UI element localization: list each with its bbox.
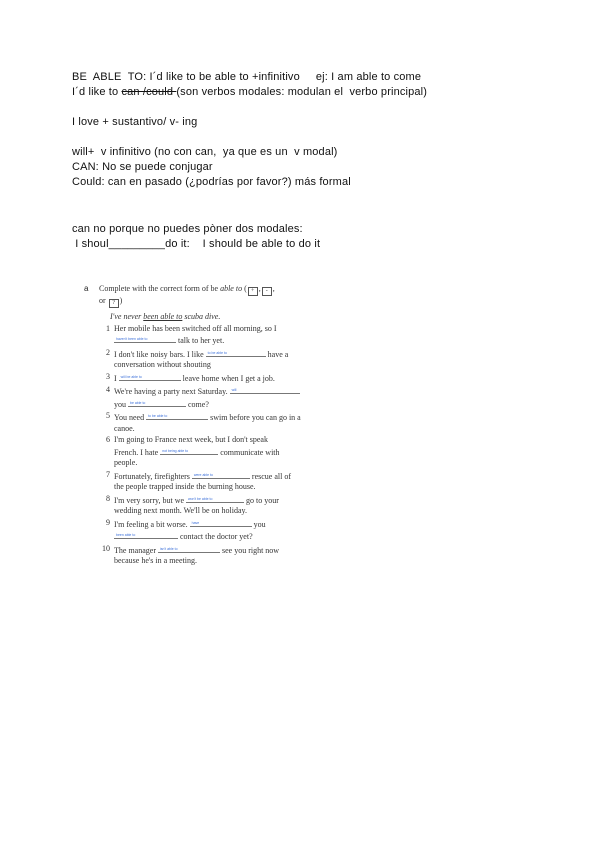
exercise-item-3 bbox=[84, 372, 324, 385]
exercise-item-8 bbox=[84, 494, 324, 517]
item-number: 5 bbox=[106, 411, 110, 420]
note-line-8: I shoul_________do it: I should be able to do it bbox=[72, 238, 321, 250]
item-text: you bbox=[114, 399, 126, 409]
item-text: come? bbox=[188, 399, 209, 409]
item-number: 1 bbox=[106, 323, 110, 333]
item-text: We're having a party next Saturday. bbox=[114, 387, 228, 396]
item-number: 10 bbox=[102, 543, 110, 553]
answer-blank[interactable] bbox=[114, 530, 178, 539]
exercise-block bbox=[84, 284, 324, 567]
exercise-instruction: Complete with the correct form of be able to ( + , - , or ? ) bbox=[99, 284, 275, 306]
item-text: see you right now bbox=[221, 545, 280, 555]
answer-text: be able to bbox=[130, 400, 146, 405]
note-strikethrough: can /could bbox=[121, 86, 177, 98]
item-text: I don't like noisy bars. I like bbox=[114, 349, 204, 359]
answer-text: have bbox=[191, 520, 200, 525]
answer-text: haven't been able to bbox=[116, 337, 148, 341]
note-line-5: CAN: No se puede conjugar bbox=[72, 161, 213, 173]
exercise-item-7 bbox=[84, 470, 324, 493]
note-line-2 bbox=[72, 85, 572, 100]
item-text: because he's in a meeting. bbox=[114, 556, 197, 565]
note-line-4: will+ v infinitivo (no con can, ya que es un v modal) bbox=[72, 146, 338, 158]
item-text: You need bbox=[114, 413, 145, 422]
answer-text: will bbox=[231, 388, 237, 392]
item-text: leave home when I get a job. bbox=[182, 373, 275, 383]
item-text: swim before you can go in a bbox=[210, 413, 301, 422]
answer-text: been able to bbox=[116, 533, 136, 537]
item-text: I'm very sorry, but we bbox=[114, 495, 185, 505]
exercise-item-6 bbox=[84, 435, 324, 469]
note-line-2-tail: (son verbos modales: modulan el verbo principal) bbox=[176, 86, 428, 98]
question-box: ? bbox=[109, 299, 119, 308]
exercise-item-1 bbox=[84, 324, 324, 347]
answer-blank[interactable] bbox=[186, 494, 244, 503]
exercise-item-2 bbox=[84, 348, 324, 371]
item-text: people. bbox=[114, 458, 138, 467]
item-text: conversation without shouting bbox=[114, 360, 211, 369]
item-number: 8 bbox=[106, 493, 110, 503]
plus-box: + bbox=[248, 287, 258, 296]
item-number: 2 bbox=[106, 347, 110, 357]
item-text: communicate with bbox=[220, 447, 280, 457]
item-text: rescue all of bbox=[251, 471, 291, 481]
item-text: I bbox=[114, 373, 117, 383]
example-post: scuba dive. bbox=[182, 312, 221, 321]
example-pre: I've never bbox=[110, 312, 144, 321]
instruction-or: or bbox=[99, 296, 106, 305]
item-text: I'm going to France next week, but I don't speak bbox=[114, 435, 268, 444]
note-line-7: can no porque no puedes pòner dos modales: bbox=[72, 223, 303, 235]
item-text: contact the doctor yet? bbox=[180, 532, 253, 541]
answer-blank[interactable] bbox=[114, 334, 176, 343]
note-line-3: I love + sustantivo/ v- ing bbox=[72, 116, 198, 128]
instruction-text: Complete with the correct form of be bbox=[99, 284, 221, 293]
answer-blank[interactable] bbox=[192, 470, 250, 479]
answer-text: will be able to bbox=[120, 374, 142, 379]
item-number: 6 bbox=[106, 435, 110, 444]
note-line-1: BE ABLE TO: I´d like to be able to +infinitivo ej: I am able to come bbox=[72, 71, 422, 83]
answer-blank[interactable] bbox=[160, 446, 218, 455]
instruction-italic: able to bbox=[220, 284, 243, 293]
exercise-letter: a bbox=[84, 284, 89, 293]
answer-blank[interactable] bbox=[119, 372, 181, 381]
item-text: canoe. bbox=[114, 423, 135, 433]
note-line-2-start: I´d like to bbox=[72, 86, 122, 98]
exercise-item-9 bbox=[84, 518, 324, 543]
item-text: the people trapped inside the burning house. bbox=[114, 482, 256, 491]
answer-blank[interactable] bbox=[146, 411, 208, 420]
item-text: Her mobile has been switched off all morning, so I bbox=[114, 323, 277, 333]
answer-text: were able to bbox=[193, 472, 213, 477]
item-text: have a bbox=[267, 349, 289, 359]
item-number: 4 bbox=[106, 385, 110, 394]
exercise-item-5 bbox=[84, 411, 324, 434]
handwritten-notes bbox=[72, 70, 572, 252]
exercise-item-4 bbox=[84, 385, 324, 410]
answer-blank[interactable] bbox=[190, 518, 252, 527]
item-text: you bbox=[253, 519, 266, 529]
item-number: 3 bbox=[106, 371, 110, 381]
note-line-6: Could: can en pasado (¿podrías por favor?) más formal bbox=[72, 176, 351, 188]
item-text: wedding next month. We'll be on holiday. bbox=[114, 506, 247, 515]
answer-text: to be able to bbox=[207, 350, 227, 355]
answer-blank[interactable] bbox=[230, 385, 300, 394]
answer-text: won't be able to bbox=[188, 496, 213, 501]
item-text: Fortunately, firefighters bbox=[114, 471, 190, 481]
exercise-item-10 bbox=[84, 544, 324, 567]
item-text: talk to her yet. bbox=[178, 336, 225, 345]
example-sentence bbox=[84, 312, 324, 323]
item-text: French. I hate bbox=[114, 447, 159, 457]
item-number: 7 bbox=[106, 469, 110, 479]
item-text: I'm feeling a bit worse. bbox=[114, 519, 188, 529]
answer-blank[interactable] bbox=[158, 544, 220, 553]
example-answer: been able to bbox=[143, 312, 183, 321]
exercise-header bbox=[84, 284, 324, 308]
answer-text: not being able to bbox=[162, 448, 189, 453]
answer-text: isn't able to bbox=[159, 546, 178, 551]
answer-text: to be able to bbox=[148, 414, 168, 418]
minus-box: - bbox=[262, 287, 272, 296]
item-text: The manager bbox=[114, 545, 156, 555]
answer-blank[interactable] bbox=[128, 398, 186, 407]
item-number: 9 bbox=[106, 517, 110, 527]
answer-blank[interactable] bbox=[206, 348, 266, 357]
item-text: go to your bbox=[246, 495, 279, 505]
